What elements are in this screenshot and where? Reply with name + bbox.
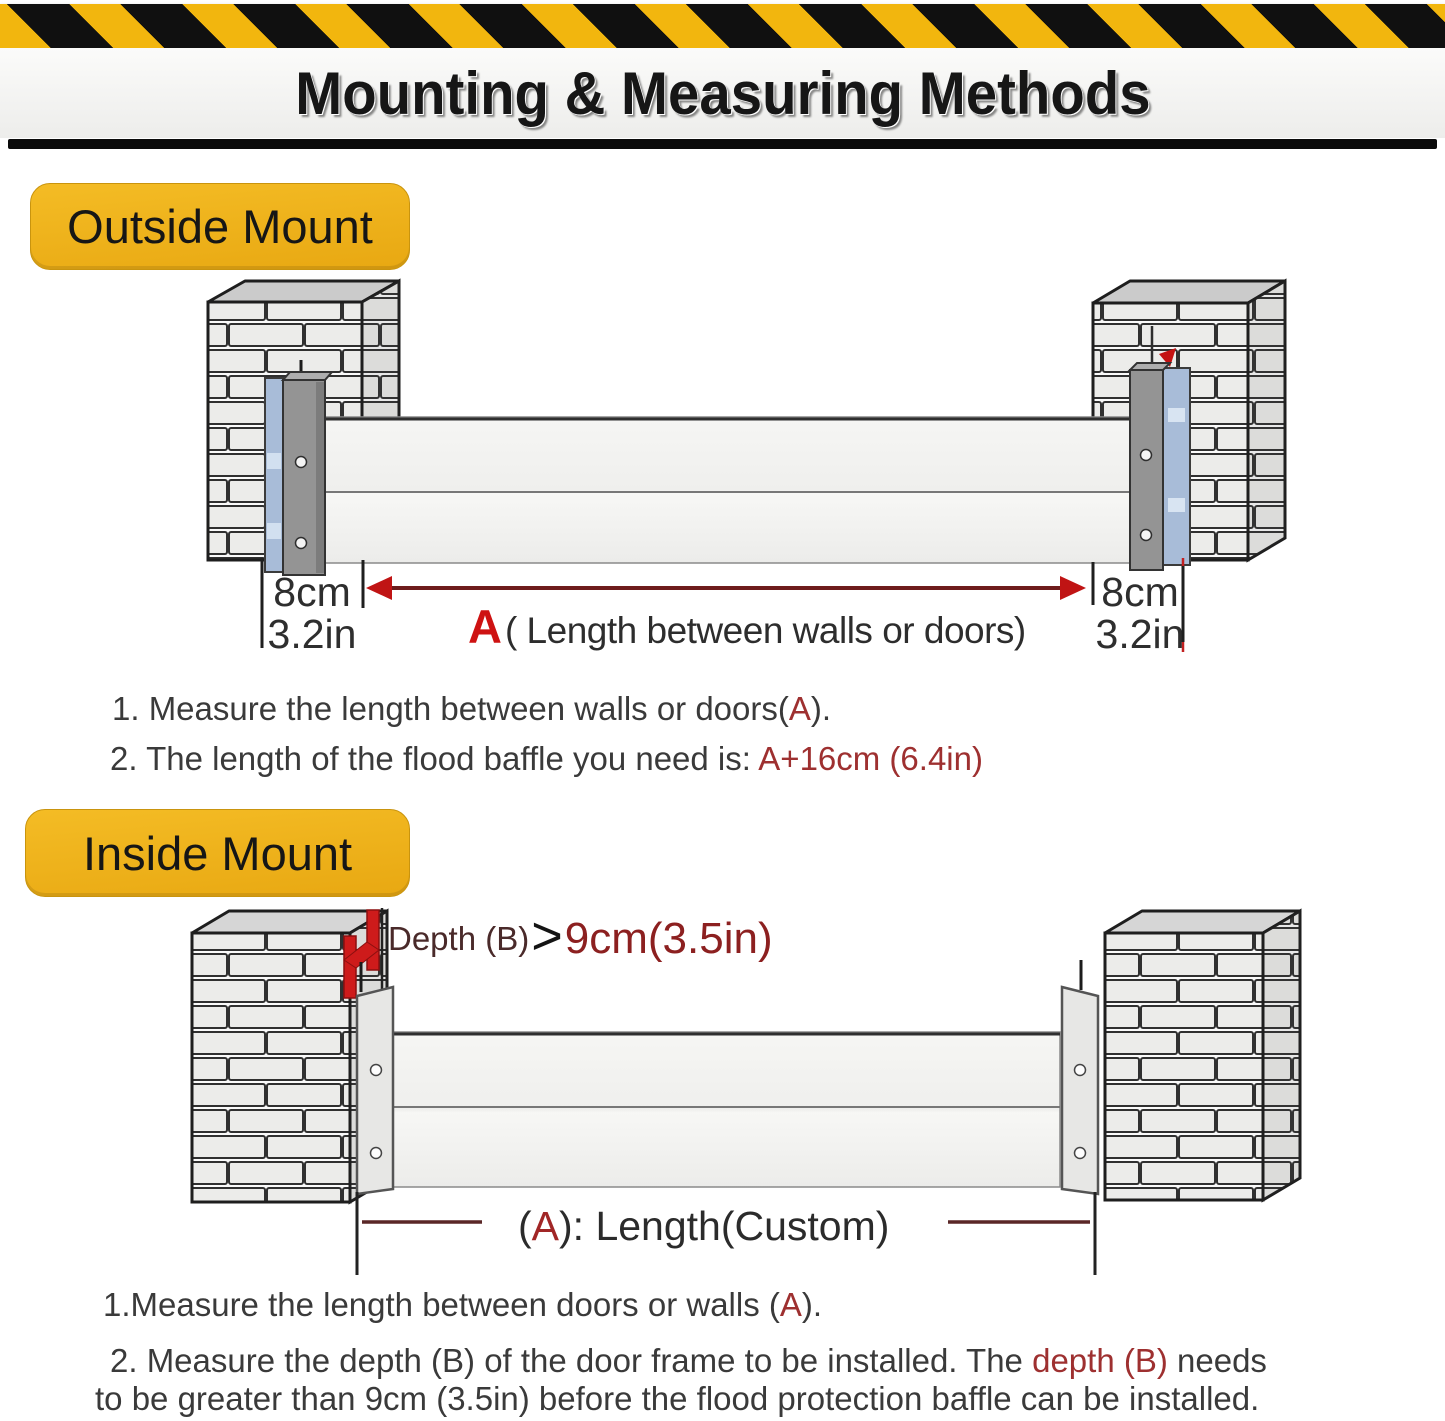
- screw-hole: [296, 538, 307, 549]
- right-offset-cm: 8cm: [1101, 569, 1179, 615]
- screw-hole: [1075, 1065, 1086, 1076]
- end-bracket-right: [1130, 363, 1170, 570]
- inside-step-2-line-2: to be greater than 9cm (3.5in) before the flood protection baffle can be installed.: [95, 1380, 1260, 1417]
- outside-mount-badge: [30, 183, 410, 270]
- right-offset-in: 3.2in: [1095, 611, 1185, 657]
- outside-mount-badge-label: Outside Mount: [67, 200, 373, 253]
- end-bracket-left: [283, 372, 332, 575]
- brick-pillar-right: [1105, 911, 1300, 1200]
- inside-step-1: 1.Measure the length between doors or walls (A).: [103, 1286, 823, 1323]
- frame-channel-right: [1062, 960, 1098, 1194]
- inside-mount-badge: [25, 809, 410, 897]
- page-title: Mounting & Measuring Methods: [294, 59, 1151, 127]
- screw-hole: [1141, 450, 1152, 461]
- depth-requirement-label: Depth (B) > 9cm(3.5in): [388, 906, 773, 967]
- outside-step-2: 2. The length of the flood baffle you need is: A+16cm (6.4in): [110, 740, 983, 777]
- screw-hole: [1075, 1148, 1086, 1159]
- span-dimension-label: [468, 599, 1026, 654]
- screw-hole: [371, 1148, 382, 1159]
- header-divider-bar: [8, 139, 1437, 149]
- span-text: ( Length between walls or doors): [504, 610, 1026, 651]
- length-dimension-label: ( A ): Length(Custom): [518, 1203, 890, 1249]
- arrowhead-right-icon: [1060, 576, 1086, 600]
- screw-hole: [371, 1065, 382, 1076]
- greater-than-icon: >: [531, 906, 563, 967]
- inside-mount-badge-label: Inside Mount: [82, 826, 353, 880]
- flood-barrier-panels: [393, 1032, 1060, 1187]
- inside-step-2-line-1: 2. Measure the depth (B) of the door frame to be installed. The depth (B) needs: [110, 1342, 1267, 1379]
- left-offset-cm: 8cm: [273, 569, 351, 615]
- flood-barrier-panels: [323, 417, 1133, 563]
- screw-hole: [1141, 530, 1152, 541]
- outside-step-1: 1. Measure the length between walls or doors(A).: [112, 690, 832, 727]
- hazard-stripe-banner: [0, 4, 1445, 48]
- frame-channel-left: [357, 962, 393, 1194]
- arrowhead-left-icon: [366, 576, 392, 600]
- span-letter: A: [468, 600, 502, 653]
- screw-hole: [296, 457, 307, 468]
- title-band: [0, 48, 1445, 138]
- left-offset-in: 3.2in: [267, 611, 357, 657]
